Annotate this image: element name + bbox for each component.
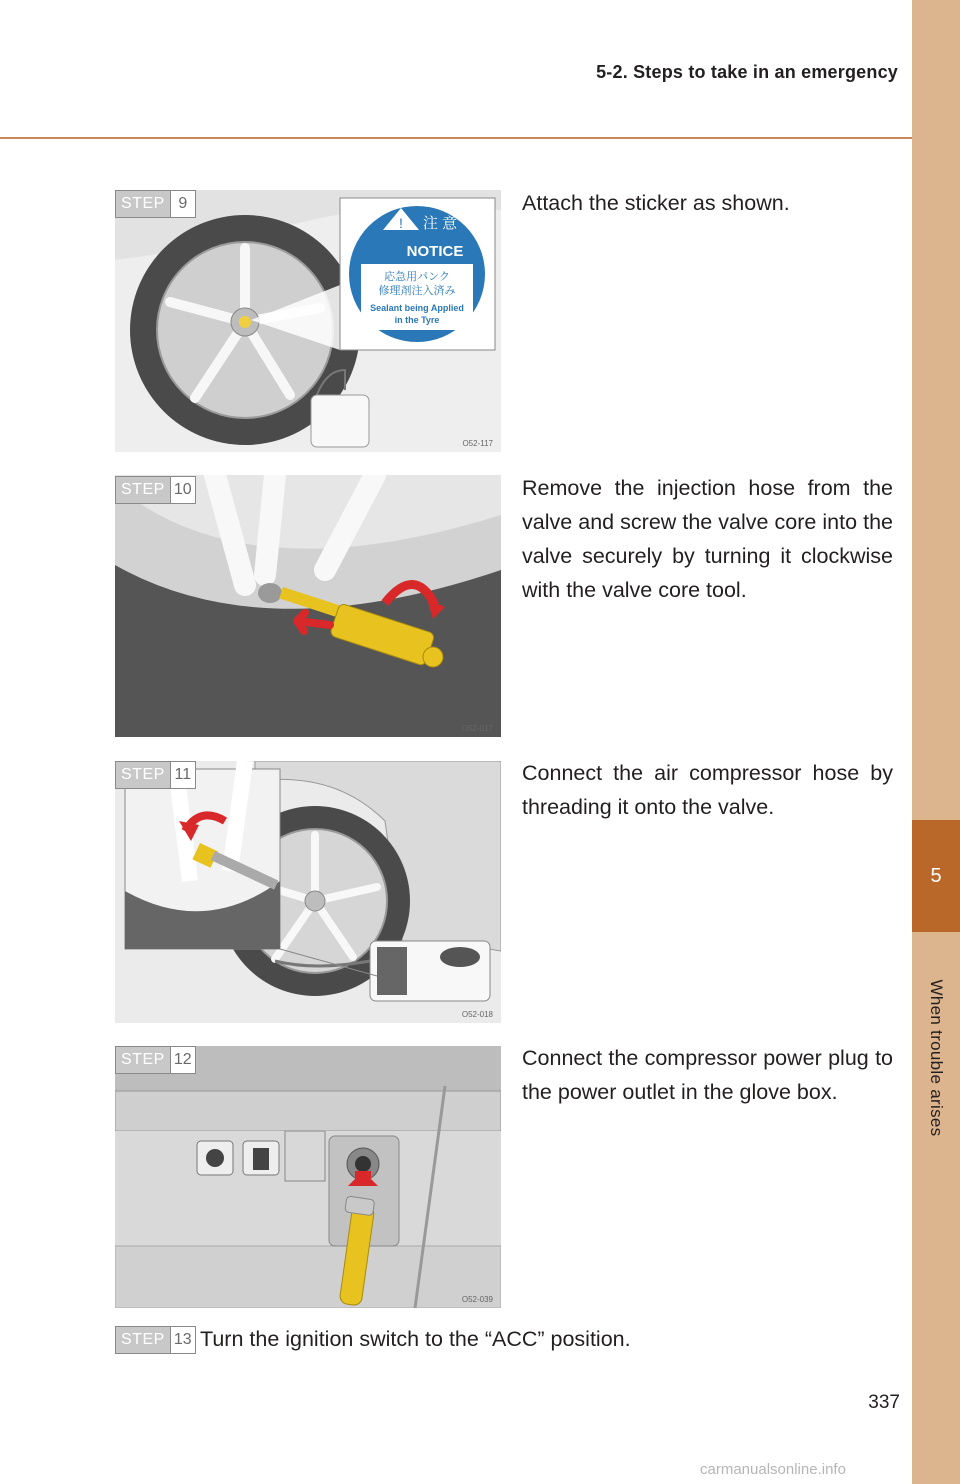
step-label: STEP — [121, 1051, 165, 1068]
sticker-line-jp-1: 応急用パンク — [384, 271, 450, 283]
section-title: 5-2. Steps to take in an emergency — [596, 62, 898, 82]
step-badge-10 — [115, 476, 196, 504]
chapter-strip — [912, 0, 960, 1484]
step-11-illustration — [115, 761, 501, 1023]
sticker-notice: NOTICE — [406, 243, 464, 260]
step-11-text: Connect the air compressor hose by threading it onto the valve. — [522, 761, 893, 819]
step-badge-12 — [115, 1046, 196, 1074]
step-number: 10 — [170, 477, 195, 503]
step-number: 12 — [170, 1047, 195, 1073]
step-number: 13 — [170, 1327, 195, 1353]
step-9-text: Attach the sticker as shown. — [522, 191, 790, 215]
footer-credit[interactable]: carmanualsonline.info — [700, 1461, 846, 1478]
page-number: 337 — [868, 1392, 900, 1413]
image-code: O52-039 — [461, 1295, 493, 1304]
sticker-line-jp-2: 修理剤注入済み — [378, 285, 456, 297]
chapter-title: When trouble arises — [927, 979, 946, 1137]
step-number: 11 — [170, 762, 195, 788]
step-badge-9 — [115, 190, 196, 218]
step-label: STEP — [121, 481, 165, 498]
valve-core-drawing — [115, 475, 501, 737]
power-outlet-drawing — [115, 1046, 501, 1308]
step-label: STEP — [121, 1331, 165, 1348]
compressor-hose-drawing — [115, 761, 501, 1023]
sticker-title-jp: 注 意 — [422, 215, 458, 232]
image-code: O52-018 — [461, 1010, 493, 1019]
step-13-text: Turn the ignition switch to the “ACC” position. — [200, 1327, 631, 1351]
sticker-line-en-1: Sealant being Applied — [370, 303, 464, 313]
step-12-text: Connect the compressor power plug to the power outlet in the glove box. — [522, 1046, 893, 1104]
step-10-text: Remove the injection hose from the valve and screw the valve core into the valve securely by turning it clockwise with the valve core tool. — [522, 476, 893, 602]
chapter-tab[interactable] — [912, 820, 960, 932]
step-10-illustration — [115, 475, 501, 737]
header-rule — [0, 137, 912, 139]
step-12-illustration — [115, 1046, 501, 1308]
step-number: 9 — [170, 191, 195, 217]
image-code: O52-017 — [461, 724, 493, 733]
chapter-number: 5 — [930, 864, 942, 887]
step-label: STEP — [121, 195, 165, 212]
svg-text:!: ! — [399, 215, 403, 231]
step-label: STEP — [121, 766, 165, 783]
wheel-sticker-drawing — [115, 190, 501, 452]
step-badge-11 — [115, 761, 196, 789]
step-9-illustration — [115, 190, 501, 452]
image-code: O52-117 — [462, 439, 493, 448]
sticker-line-en-2: in the Tyre — [394, 315, 440, 325]
step-badge-13 — [115, 1326, 196, 1354]
